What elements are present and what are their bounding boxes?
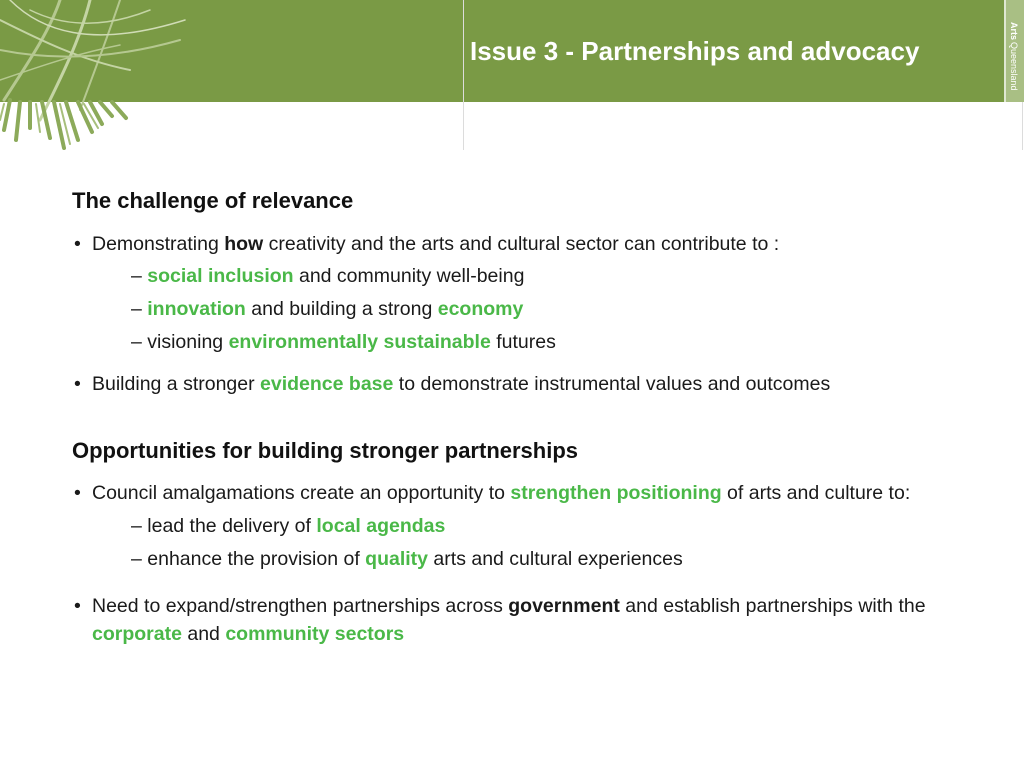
arts-queensland-logo: Arts Queensland [1009,22,1019,91]
section-heading: Opportunities for building stronger partnerships [72,438,579,463]
bullet-item: • Building a stronger evidence base to demonstrate instrumental values and outcomes [72,370,992,398]
bullet-item: • Demonstrating how creativity and the arts and cultural sector can contribute to : [72,230,992,258]
sub-bullet-item: – social inclusion and community well-being [131,265,525,287]
divider-line [1022,102,1023,150]
sub-bullet-item: – enhance the provision of quality arts and cultural experiences [131,548,683,570]
slide-title: Issue 3 - Partnerships and advocacy [470,36,920,66]
divider-line [463,0,464,150]
sub-bullet-item: – innovation and building a strong economy [131,298,524,320]
sub-bullet-item: – visioning environmentally sustainable futures [131,331,556,353]
palm-frond-graphic [0,0,190,150]
section-heading: The challenge of relevance [72,188,354,213]
sub-bullet-item: – lead the delivery of local agendas [131,515,446,537]
bullet-item: • Council amalgamations create an opportunity to strengthen positioning of arts and culture to: [72,478,992,508]
bullet-item: • Need to expand/strengthen partnerships across government and establish partnerships with the corporate and community sectors [72,592,992,648]
slide-content [72,186,992,648]
